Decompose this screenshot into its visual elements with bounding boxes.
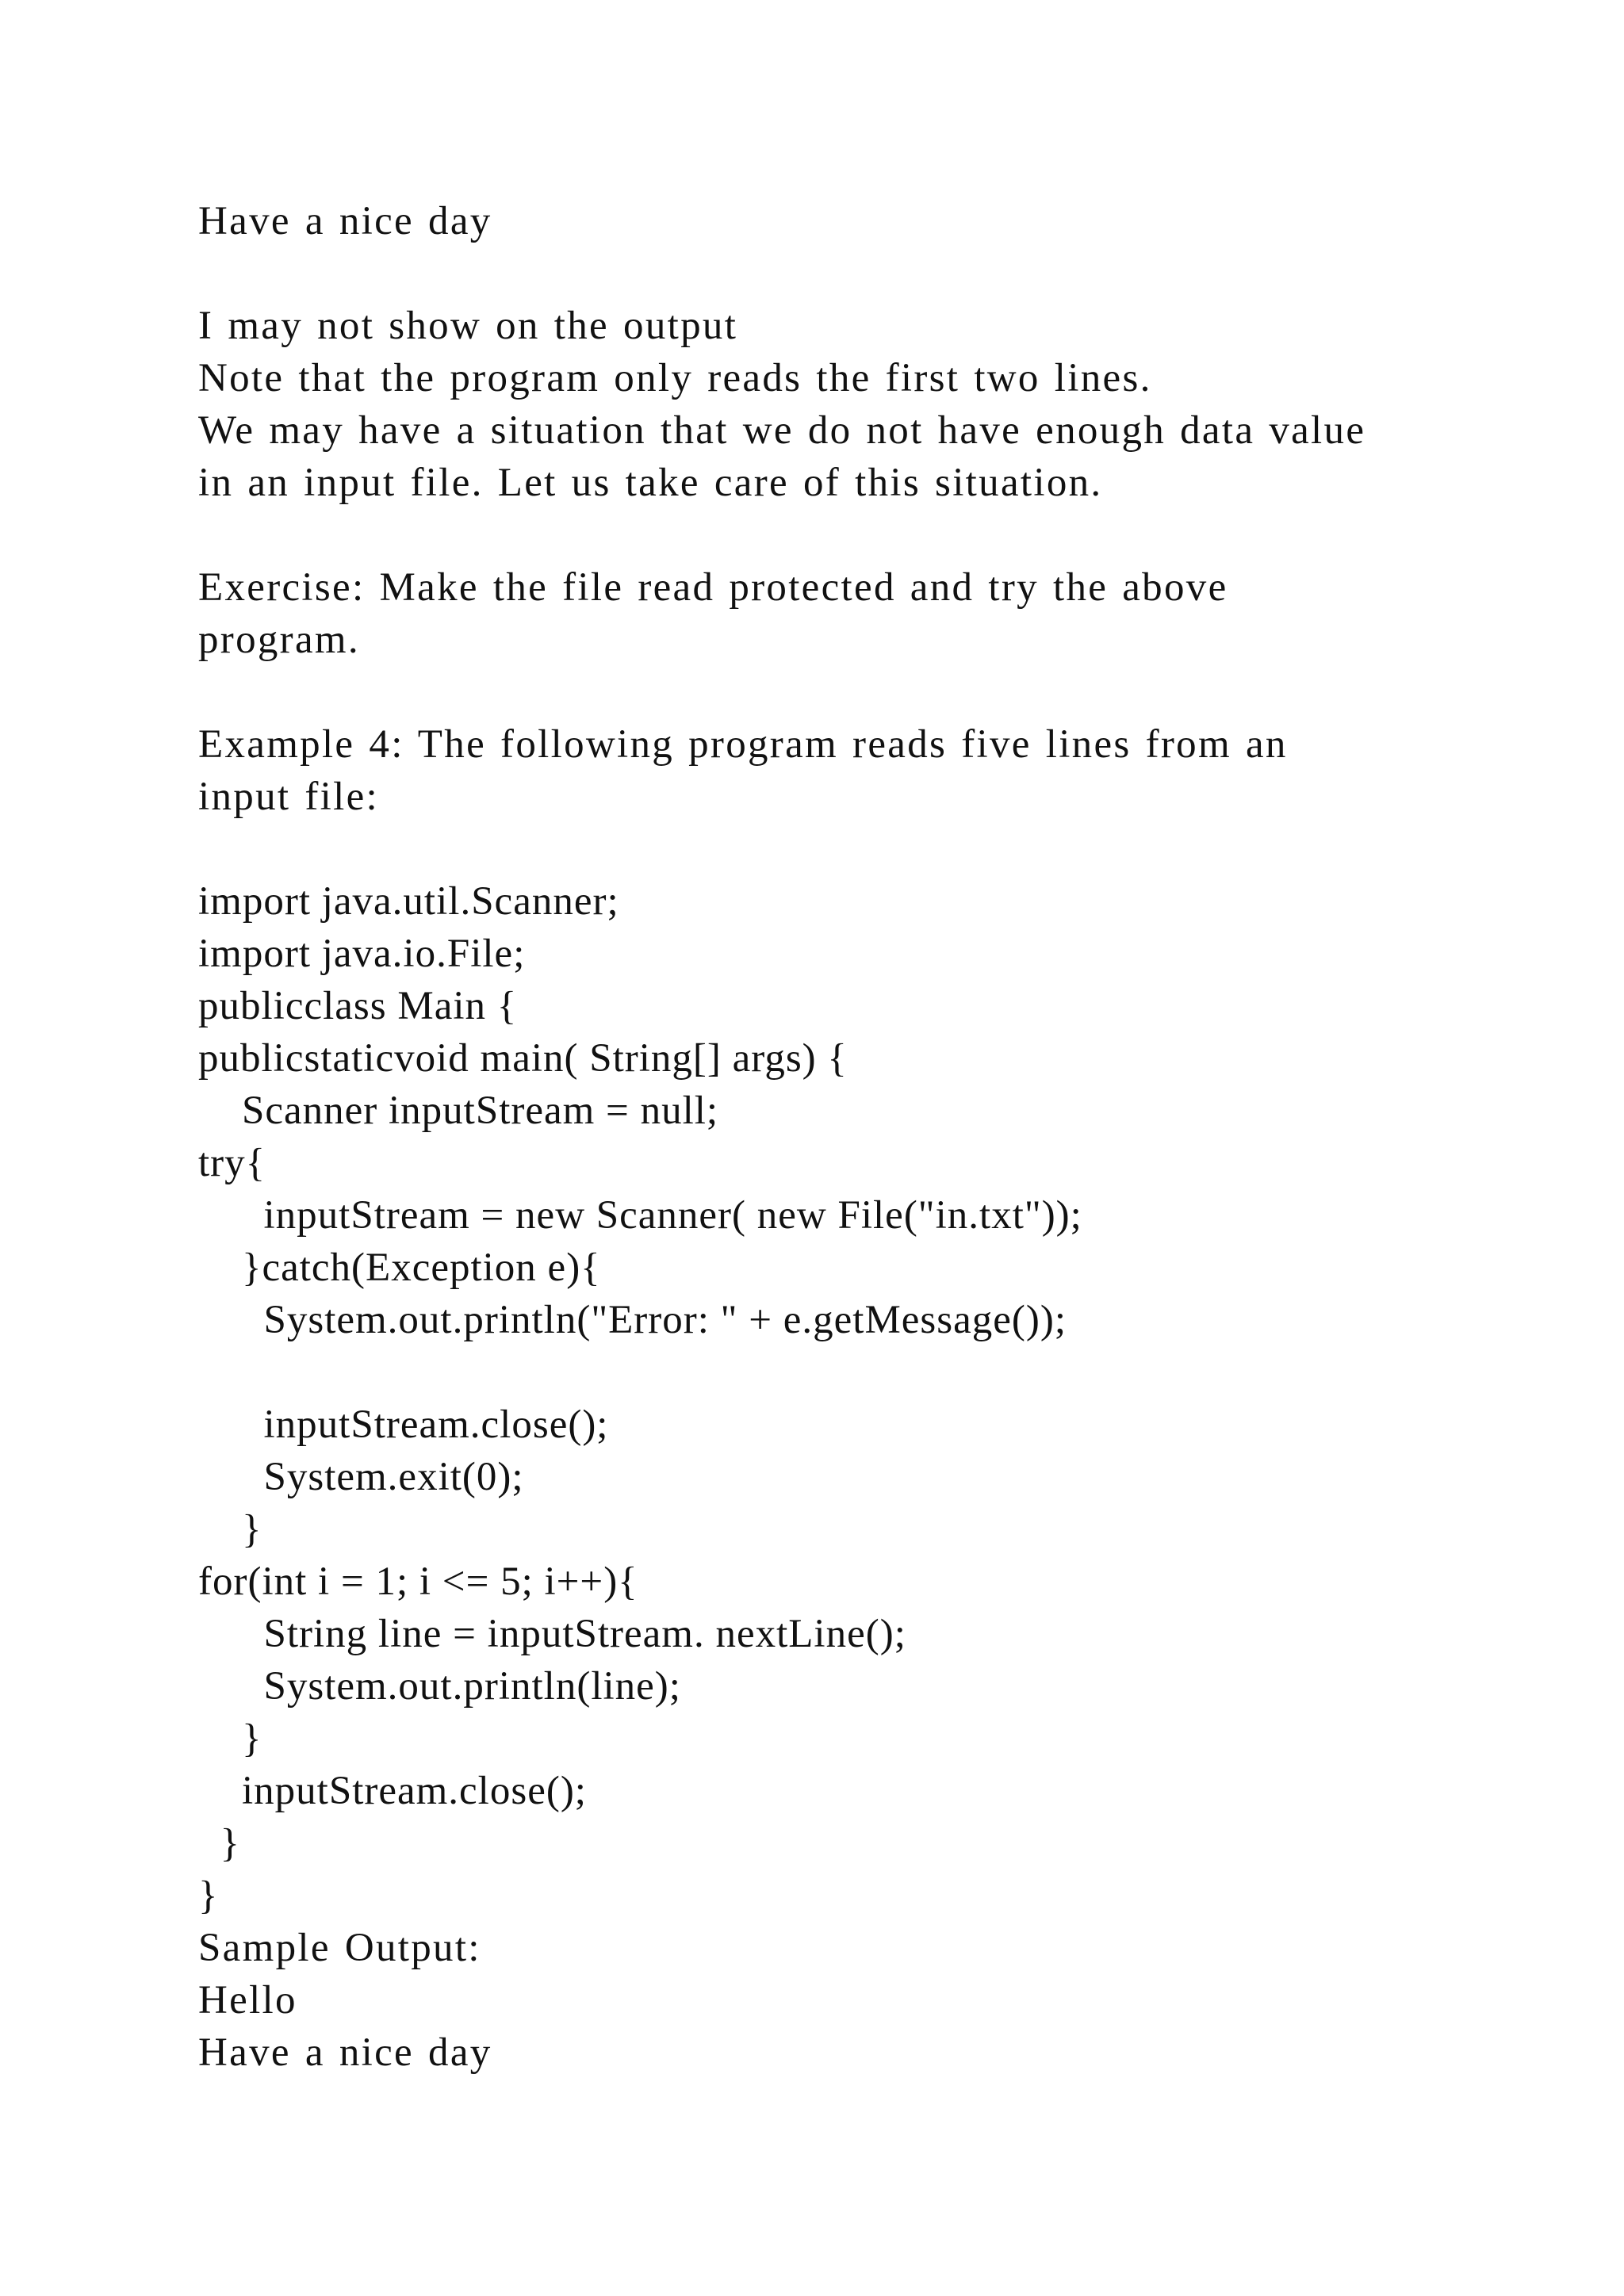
text-line: Exercise: Make the file read protected and try the above bbox=[198, 565, 1228, 610]
text-line: in an input file. Let us take care of this situation. bbox=[198, 461, 1103, 505]
text-line: We may have a situation that we do not have enough data value bbox=[198, 408, 1366, 453]
code-line: publicstaticvoid main( String[] args) { bbox=[198, 1036, 848, 1081]
text-line bbox=[198, 247, 1546, 300]
code-line: }catch(Exception e){ bbox=[198, 1246, 601, 1290]
code-line: Scanner inputStream = null; bbox=[198, 1089, 719, 1133]
text-line bbox=[198, 509, 1546, 561]
code-line: System.out.println("Error: " + e.getMessage()); bbox=[198, 1298, 1067, 1342]
text-line: program. bbox=[198, 618, 360, 662]
code-line: } bbox=[198, 1716, 262, 1761]
code-line: for(int i = 1; i <= 5; i++){ bbox=[198, 1559, 638, 1604]
document-body bbox=[198, 195, 1546, 2079]
text-line: I may not show on the output bbox=[198, 304, 738, 348]
code-line: System.out.println(line); bbox=[198, 1664, 681, 1709]
text-line bbox=[198, 823, 1546, 875]
code-line bbox=[198, 1346, 1546, 1399]
code-line: inputStream.close(); bbox=[198, 1769, 587, 1813]
code-line: import java.util.Scanner; bbox=[198, 879, 619, 924]
code-line: publicclass Main { bbox=[198, 984, 518, 1028]
code-line: } bbox=[198, 1873, 219, 1918]
code-line: inputStream.close(); bbox=[198, 1402, 609, 1447]
code-line: String line = inputStream. nextLine(); bbox=[198, 1612, 906, 1656]
code-line: } bbox=[198, 1507, 262, 1552]
code-line: } bbox=[198, 1821, 240, 1866]
code-line: import java.io.File; bbox=[198, 932, 526, 976]
text-line: input file: bbox=[198, 775, 380, 819]
code-line: inputStream = new Scanner( new File("in.txt")); bbox=[198, 1193, 1082, 1238]
text-line bbox=[198, 666, 1546, 718]
text-line: Sample Output: bbox=[198, 1926, 481, 1970]
text-line: Hello bbox=[198, 1978, 297, 2022]
text-line: Note that the program only reads the first two lines. bbox=[198, 356, 1152, 400]
text-line: Have a nice day bbox=[198, 2030, 492, 2075]
text-line: Example 4: The following program reads five lines from an bbox=[198, 722, 1288, 767]
code-line: System.exit(0); bbox=[198, 1455, 524, 1499]
code-line: try{ bbox=[198, 1141, 266, 1185]
text-line: Have a nice day bbox=[198, 199, 492, 243]
